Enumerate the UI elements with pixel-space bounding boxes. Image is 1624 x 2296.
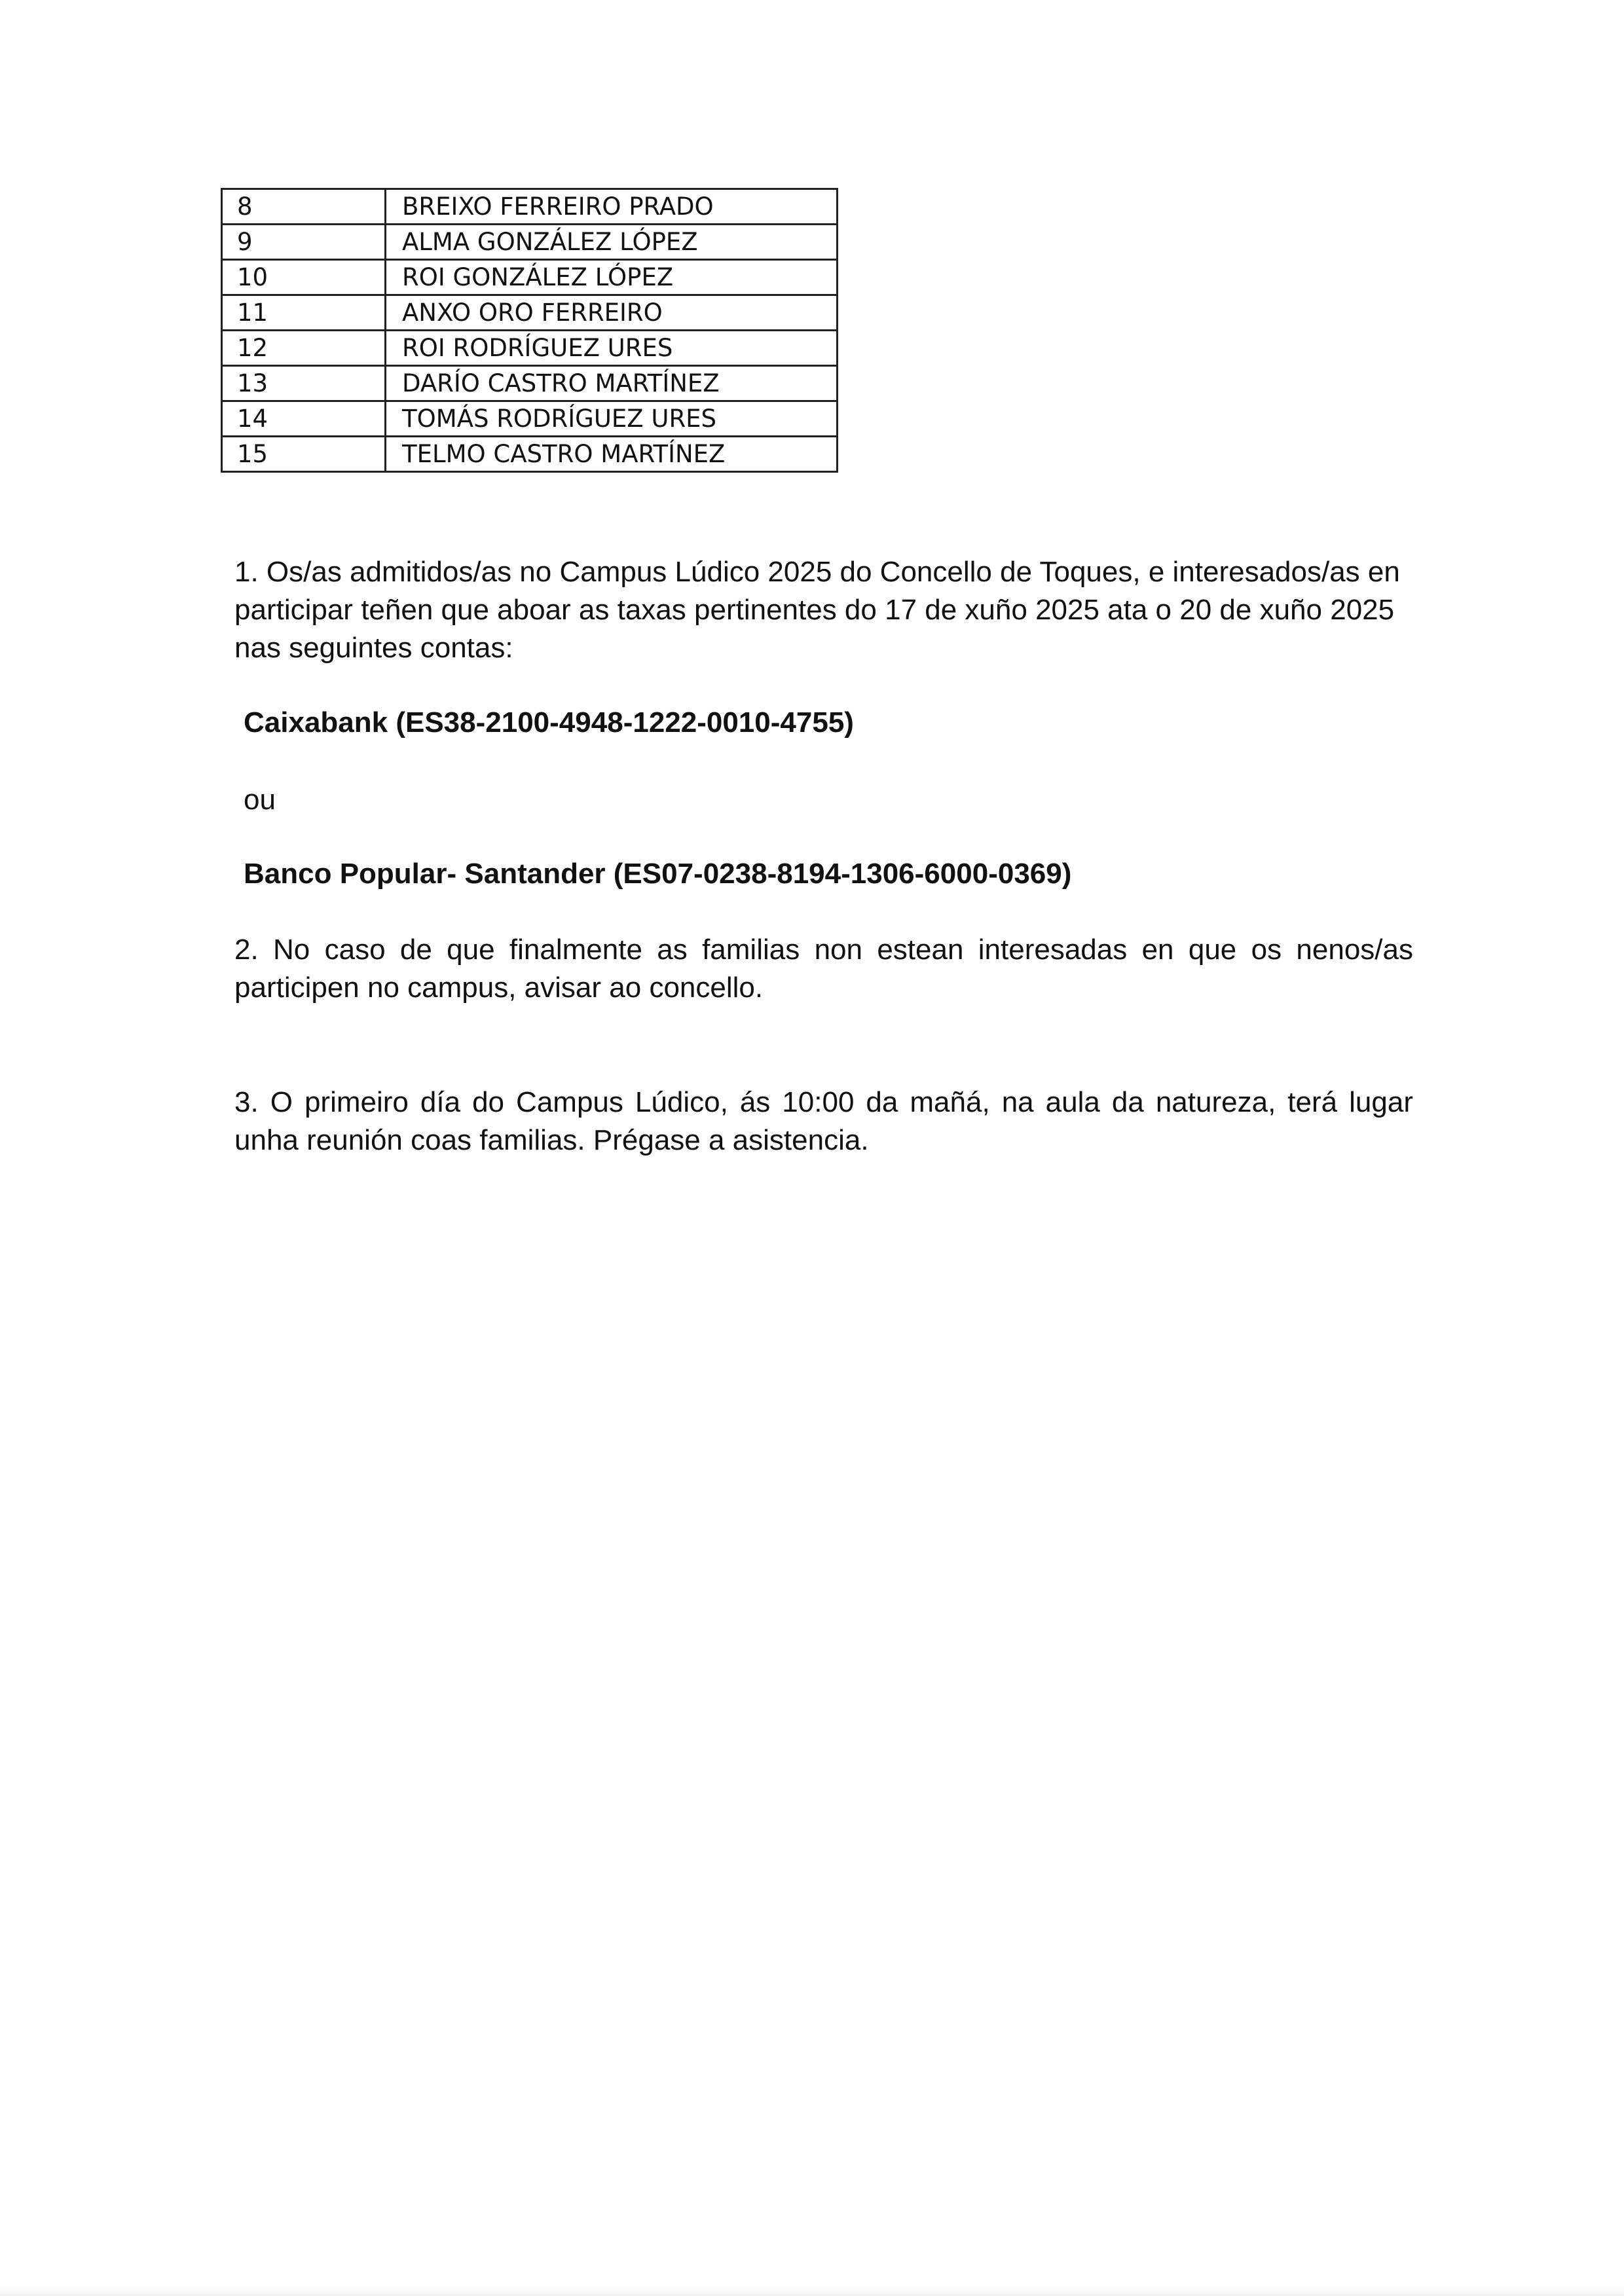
scan-bottom-edge — [0, 2287, 1624, 2296]
row-name: ROI GONZÁLEZ LÓPEZ — [386, 260, 838, 295]
table-row — [222, 366, 838, 401]
admissions-table — [221, 188, 838, 473]
caixabank-account: Caixabank (ES38-2100-4948-1222-0010-4755) — [244, 706, 854, 738]
payment-instructions-paragraph: 1. Os/as admitidos/as no Campus Lúdico 2025 do Concello de Toques, e interesados/as en participar teñen que aboar as taxas pertinentes do 17 de xuño 2025 ata o 20 de xuño 2025 nas seguintes contas: — [234, 556, 1400, 664]
table-row — [222, 331, 838, 366]
row-name: ROI RODRÍGUEZ URES — [386, 331, 838, 366]
table-row — [222, 295, 838, 331]
row-number: 13 — [222, 366, 386, 401]
row-name: DARÍO CASTRO MARTÍNEZ — [386, 366, 838, 401]
row-number: 8 — [222, 189, 386, 225]
row-number: 9 — [222, 225, 386, 260]
row-name: TOMÁS RODRÍGUEZ URES — [386, 401, 838, 437]
or-conjunction: ou — [244, 784, 276, 816]
table-row — [222, 189, 838, 225]
santander-account: Banco Popular- Santander (ES07-0238-8194-1306-6000-0369) — [244, 858, 1072, 890]
row-name: TELMO CASTRO MARTÍNEZ — [386, 437, 838, 472]
admissions-table-body — [222, 189, 838, 472]
cancellation-notice-paragraph: 2. No caso de que finalmente as familias non estean interesadas en que os nenos/as participen no campus, avisar ao concello. — [234, 934, 1413, 1004]
row-number: 10 — [222, 260, 386, 295]
table-row — [222, 401, 838, 437]
row-number: 12 — [222, 331, 386, 366]
meeting-notice-paragraph: 3. O primeiro día do Campus Lúdico, ás 10:00 da mañá, na aula da natureza, terá lugar unha reunión coas familias. Prégase a asistencia. — [234, 1086, 1413, 1156]
row-name: ANXO ORO FERREIRO — [386, 295, 838, 331]
table-row — [222, 225, 838, 260]
row-name: ALMA GONZÁLEZ LÓPEZ — [386, 225, 838, 260]
table-row — [222, 260, 838, 295]
row-number: 14 — [222, 401, 386, 437]
row-name: BREIXO FERREIRO PRADO — [386, 189, 838, 225]
row-number: 11 — [222, 295, 386, 331]
table-row — [222, 437, 838, 472]
row-number: 15 — [222, 437, 386, 472]
